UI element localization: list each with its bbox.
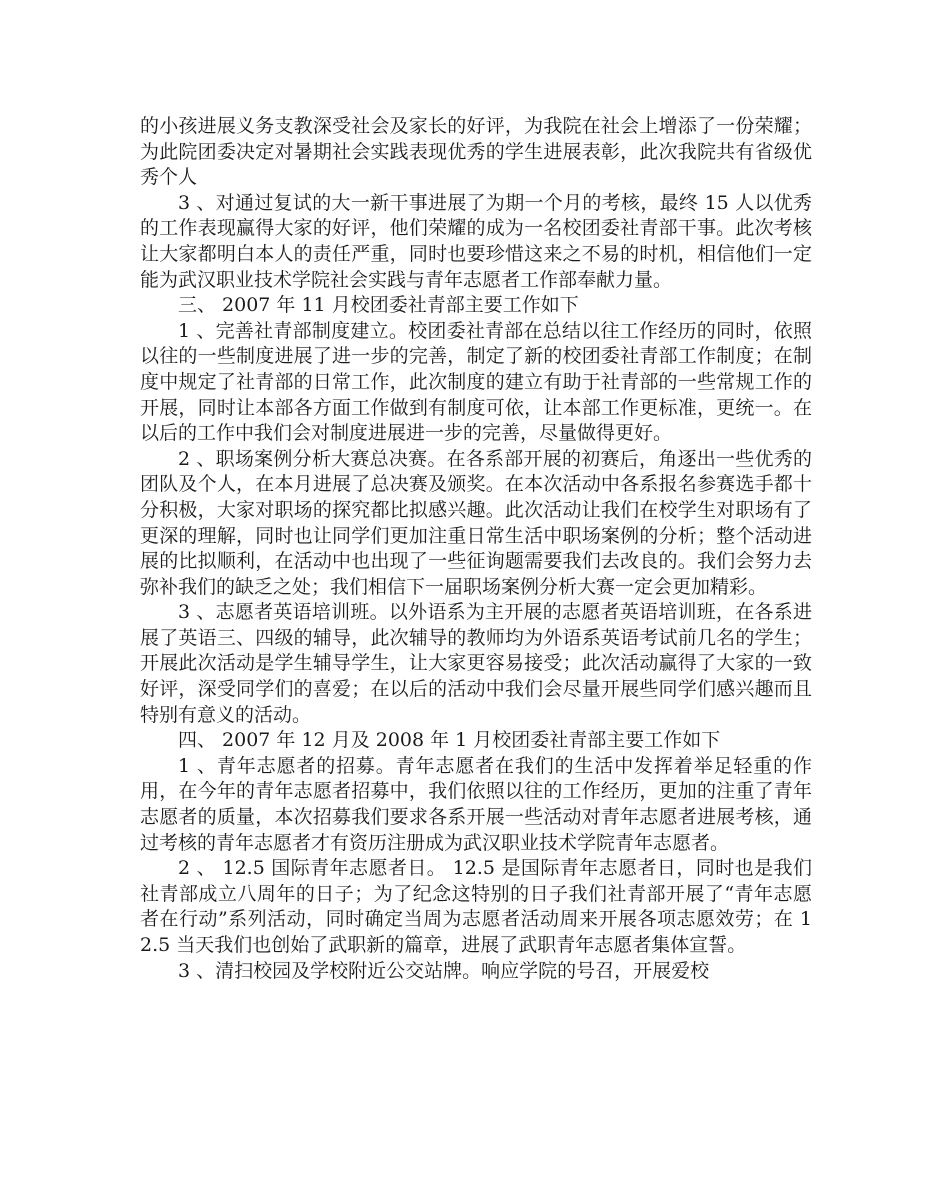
paragraph-2: 3 、对通过复试的大一新干事进展了为期一个月的考核，最终 15 人以优秀的工作表现赢得大家的好评，他们荣耀的成为一名校团委社青部干事。此次考核让大家都明白本人的责任严重，同时也要珍惜这来之不易的时机，相信他们一定能为武汉职业技术学院社会实践与青年志愿者工作部奉献力量。 bbox=[140, 191, 812, 291]
paragraph-6: 3 、志愿者英语培训班。以外语系为主开展的志愿者英语培训班，在各系进展了英语三、四级的辅导，此次辅导的教师均为外语系英语考试前几名的学生；开展此次活动是学生辅导学生，让大家更容易接受；此次活动赢得了大家的一致好评，深受同学们的喜爱；在以后的活动中我们会尽量开展些同学们感兴趣而且特别有意义的活动。 bbox=[140, 601, 812, 726]
paragraph-5: 2 、职场案例分析大赛总决赛。在各系部开展的初赛后，角逐出一些优秀的团队及个人，在本月进展了总决赛及颁奖。在本次活动中各系报名参赛选手都十分积极，大家对职场的探究都比拟感兴趣。此次活动让我们在校学生对职场有了更深的理解，同时也让同学们更加注重日常生活中职场案例的分析；整个活动进展的比拟顺利，在活动中也出现了一些征询题需要我们去改良的。我们会努力去弥补我们的缺乏之处；我们相信下一届职场案例分析大赛一定会更加精彩。 bbox=[140, 447, 812, 598]
paragraph-8: 1 、青年志愿者的招募。青年志愿者在我们的生活中发挥着举足轻重的作用，在今年的青年志愿者招募中，我们依照以往的工作经历，更加的注重了青年志愿者的质量，本次招募我们要求各系开展一些活动对青年志愿者进展考核，通过考核的青年志愿者才有资历注册成为武汉职业技术学院青年志愿者。 bbox=[140, 754, 812, 854]
paragraph-10: 3 、清扫校园及学校附近公交站牌。响应学院的号召，开展爱校 bbox=[178, 959, 710, 982]
paragraph-1: 的小孩进展义务支教深受社会及家长的好评，为我院在社会上增添了一份荣耀；为此院团委决定对暑期社会实践表现优秀的学生进展表彰，此次我院共有省级优秀个人 bbox=[140, 115, 812, 189]
section-heading-3: 三、 2007 年 11 月校团委社青部主要工作如下 bbox=[178, 294, 579, 317]
section-heading-4: 四、 2007 年 12 月及 2008 年 1 月校团委社青部主要工作如下 bbox=[178, 729, 721, 752]
paragraph-4: 1 、完善社青部制度建立。校团委社青部在总结以往工作经历的同时，依照以往的一些制度进展了进一步的完善，制定了新的校团委社青部工作制度；在制度中规定了社青部的日常工作，此次制度的建立有助于社青部的一些常规工作的开展，同时让本部各方面工作做到有制度可依，让本部工作更标准，更统一。在以后的工作中我们会对制度进展进一步的完善，尽量做得更好。 bbox=[140, 319, 812, 445]
document-page bbox=[140, 114, 812, 984]
paragraph-9: 2 、 12.5 国际青年志愿者日。 12.5 是国际青年志愿者日，同时也是我们社青部成立八周年的日子；为了纪念这特别的日子我们社青部开展了“青年志愿者在行动”系列活动，同时确定当周为志愿者活动周来开展各项志愿效劳；在 12.5 当天我们也创始了武职新的篇章，进展了武职青年志愿者集体宣誓。 bbox=[140, 857, 812, 956]
